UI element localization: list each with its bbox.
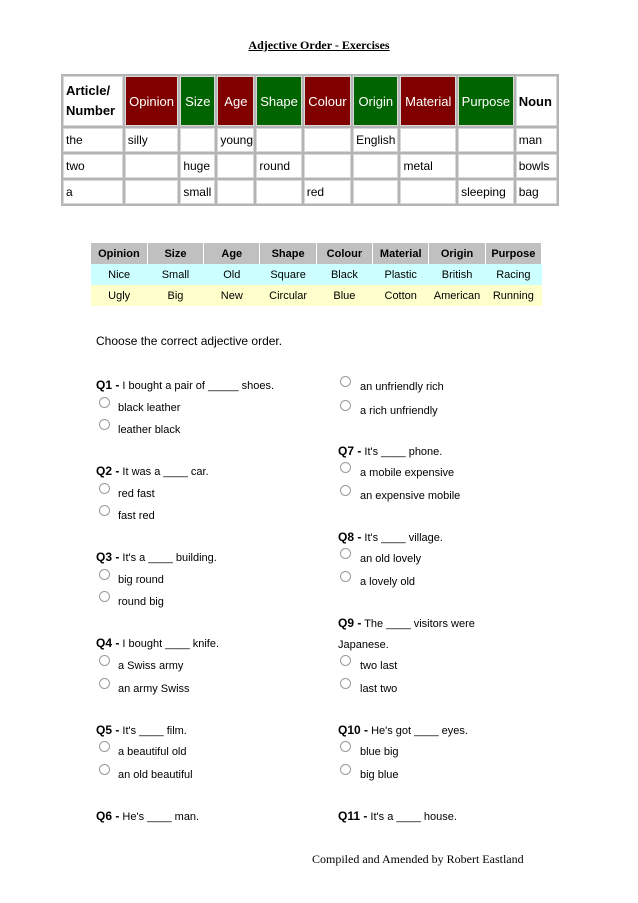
question-q9 xyxy=(338,616,475,631)
header-purpose: Purpose xyxy=(458,76,514,126)
table-cell xyxy=(353,180,398,204)
table-cell: bowls xyxy=(516,154,557,178)
question-text: It's a ____ building. xyxy=(122,552,217,564)
key-cell: Old xyxy=(204,264,260,285)
question-text: It's ____ village. xyxy=(364,532,443,544)
table-cell: silly xyxy=(125,128,179,152)
question-number: Q7 - xyxy=(338,444,362,458)
option-q10-b: big blue xyxy=(360,769,399,781)
question-q7 xyxy=(338,444,442,459)
key-cell: Black xyxy=(316,264,372,285)
radio-q5-a[interactable] xyxy=(99,741,110,752)
question-q10 xyxy=(338,723,468,738)
radio-q6-a[interactable] xyxy=(340,376,351,387)
table-cell: sleeping xyxy=(458,180,514,204)
table-row xyxy=(63,180,557,204)
radio-q1-b[interactable] xyxy=(99,419,110,430)
key-header-row xyxy=(91,243,542,264)
question-text: I bought ____ knife. xyxy=(122,638,220,650)
option-q6-a: an unfriendly rich xyxy=(360,381,444,393)
table-cell xyxy=(304,128,351,152)
table-cell xyxy=(458,154,514,178)
key-header-cell: Colour xyxy=(316,243,372,264)
header-material: Material xyxy=(400,76,456,126)
table-cell xyxy=(400,128,456,152)
question-q2 xyxy=(96,464,209,479)
key-header-cell: Material xyxy=(373,243,429,264)
question-number: Q8 - xyxy=(338,530,362,544)
key-cell: British xyxy=(429,264,485,285)
table-cell xyxy=(217,154,254,178)
table-cell xyxy=(125,154,179,178)
key-cell: Running xyxy=(485,285,541,306)
adjective-order-table xyxy=(61,74,559,206)
question-number: Q11 - xyxy=(338,809,368,823)
question-text: The ____ visitors were xyxy=(364,618,475,630)
question-number: Q10 - xyxy=(338,723,369,737)
question-number: Q5 - xyxy=(96,723,120,737)
header-article-number: Article/ Number xyxy=(63,76,123,126)
radio-q2-a[interactable] xyxy=(99,483,110,494)
option-q10-a: blue big xyxy=(360,746,399,758)
option-q5-b: an old beautiful xyxy=(118,769,193,781)
question-text: It was a ____ car. xyxy=(122,466,209,478)
table-cell xyxy=(458,128,514,152)
option-q1-a: black leather xyxy=(118,402,181,414)
question-number: Q6 - xyxy=(96,809,120,823)
question-text: It's ____ film. xyxy=(122,725,187,737)
question-text: It's a ____ house. xyxy=(370,811,457,823)
question-q1 xyxy=(96,378,274,393)
key-cell: Small xyxy=(147,264,203,285)
key-header-cell: Origin xyxy=(429,243,485,264)
question-number: Q1 - xyxy=(96,378,120,392)
question-q4 xyxy=(96,636,219,651)
table-cell: two xyxy=(63,154,123,178)
key-cell: New xyxy=(204,285,260,306)
page-title: Adjective Order - Exercises xyxy=(248,38,390,52)
key-header-cell: Shape xyxy=(260,243,316,264)
question-number: Q2 - xyxy=(96,464,120,478)
option-q5-a: a beautiful old xyxy=(118,746,187,758)
option-q3-a: big round xyxy=(118,574,164,586)
header-origin: Origin xyxy=(353,76,398,126)
radio-q10-a[interactable] xyxy=(340,741,351,752)
table-cell: man xyxy=(516,128,557,152)
key-header-cell: Age xyxy=(204,243,260,264)
table-cell xyxy=(180,128,215,152)
header-opinion: Opinion xyxy=(125,76,179,126)
key-cell: Circular xyxy=(260,285,316,306)
table-row xyxy=(63,128,557,152)
option-q7-a: a mobile expensive xyxy=(360,467,455,479)
option-q1-b: leather black xyxy=(118,424,181,436)
option-q9-b: last two xyxy=(360,683,398,695)
table-cell: a xyxy=(63,180,123,204)
radio-q8-b[interactable] xyxy=(340,571,351,582)
table-cell: metal xyxy=(400,154,456,178)
radio-q10-b[interactable] xyxy=(340,764,351,775)
radio-q9-b[interactable] xyxy=(340,678,351,689)
key-cell: American xyxy=(429,285,485,306)
radio-q1-a[interactable] xyxy=(99,397,110,408)
option-q8-a: an old lovely xyxy=(360,553,422,565)
table-row xyxy=(63,154,557,178)
option-q7-b: an expensive mobile xyxy=(360,490,461,502)
key-cell: Ugly xyxy=(91,285,147,306)
radio-q8-a[interactable] xyxy=(340,548,351,559)
table-cell xyxy=(400,180,456,204)
key-cell: Blue xyxy=(316,285,372,306)
table-cell xyxy=(217,180,254,204)
radio-q7-b[interactable] xyxy=(340,485,351,496)
radio-q2-b[interactable] xyxy=(99,505,110,516)
question-text: I bought a pair of _____ shoes. xyxy=(122,380,275,392)
question-q9-continued: Japanese. xyxy=(338,639,389,651)
table-cell xyxy=(256,128,301,152)
question-text: He's ____ man. xyxy=(122,811,200,823)
table-cell: round xyxy=(256,154,301,178)
table-cell xyxy=(125,180,179,204)
radio-q6-b[interactable] xyxy=(340,400,351,411)
question-text: It's ____ phone. xyxy=(364,446,443,458)
question-number: Q9 - xyxy=(338,616,362,630)
option-q3-b: round big xyxy=(118,596,164,608)
question-q11 xyxy=(338,809,457,824)
header-noun: Noun xyxy=(516,76,557,126)
adjective-key-table xyxy=(91,243,542,306)
radio-q3-b[interactable] xyxy=(99,591,110,602)
question-number: Q4 - xyxy=(96,636,120,650)
radio-q4-b[interactable] xyxy=(99,678,110,689)
option-q6-b: a rich unfriendly xyxy=(360,405,438,417)
table-cell: bag xyxy=(516,180,557,204)
table-cell: small xyxy=(180,180,215,204)
header-age: Age xyxy=(217,76,254,126)
question-q8 xyxy=(338,530,443,545)
key-header-cell: Purpose xyxy=(485,243,541,264)
footer-credit: Compiled and Amended by Robert Eastland xyxy=(312,852,524,866)
radio-q5-b[interactable] xyxy=(99,764,110,775)
question-text: He's got ____ eyes. xyxy=(371,725,468,737)
table-cell: the xyxy=(63,128,123,152)
key-cell: Racing xyxy=(485,264,541,285)
option-q4-a: a Swiss army xyxy=(118,660,184,672)
option-q8-b: a lovely old xyxy=(360,576,416,588)
key-cell: Plastic xyxy=(373,264,429,285)
table-cell xyxy=(353,154,398,178)
header-shape: Shape xyxy=(256,76,301,126)
key-row xyxy=(91,285,542,306)
key-header-cell: Opinion xyxy=(91,243,147,264)
key-cell: Big xyxy=(147,285,203,306)
question-q6 xyxy=(96,809,199,824)
instruction-text: Choose the correct adjective order. xyxy=(96,334,283,348)
table-cell: huge xyxy=(180,154,215,178)
radio-q9-a[interactable] xyxy=(340,655,351,666)
option-q2-a: red fast xyxy=(118,488,155,500)
key-cell: Square xyxy=(260,264,316,285)
table-cell xyxy=(304,154,351,178)
question-q3 xyxy=(96,550,217,565)
radio-q4-a[interactable] xyxy=(99,655,110,666)
header-colour: Colour xyxy=(304,76,351,126)
table-cell: English xyxy=(353,128,398,152)
radio-q7-a[interactable] xyxy=(340,462,351,473)
question-number: Q3 - xyxy=(96,550,120,564)
table-header-row xyxy=(63,76,557,126)
radio-q3-a[interactable] xyxy=(99,569,110,580)
table-cell xyxy=(256,180,301,204)
table-cell: red xyxy=(304,180,351,204)
header-size: Size xyxy=(180,76,215,126)
question-q5 xyxy=(96,723,187,738)
key-cell: Nice xyxy=(91,264,147,285)
table-cell: young xyxy=(217,128,254,152)
key-row xyxy=(91,264,542,285)
key-cell: Cotton xyxy=(373,285,429,306)
key-header-cell: Size xyxy=(147,243,203,264)
option-q4-b: an army Swiss xyxy=(118,683,190,695)
option-q9-a: two last xyxy=(360,660,398,672)
option-q2-b: fast red xyxy=(118,510,155,522)
